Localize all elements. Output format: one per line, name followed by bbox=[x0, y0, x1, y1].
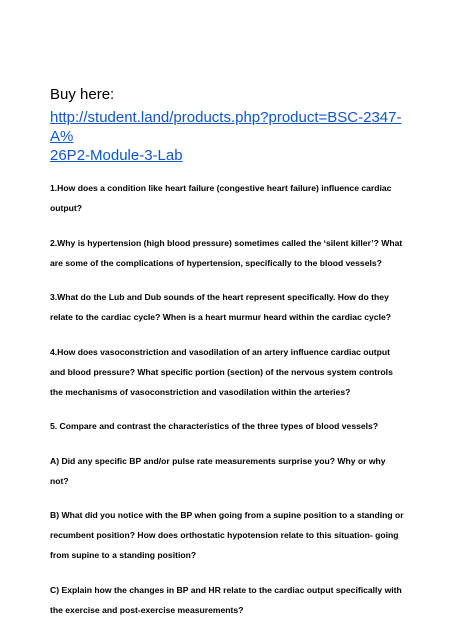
question-b: B) What did you notice with the BP when going from a supine position to a standing or recumbent position? How does orthostatic hypotension relate to this situation- going from supine to a standing position? bbox=[50, 510, 404, 560]
question-a: A) Did any specific BP and/or pulse rate measurements surprise you? Why or why not? bbox=[50, 455, 386, 486]
question-3: 3.What do the Lub and Dub sounds of the heart represent specifically. How do they relate to the cardiac cycle? When is a heart murmur heard within the cardiac cycle? bbox=[50, 292, 392, 322]
product-link-line-2: 26P2-Module-3-Lab bbox=[50, 147, 183, 164]
product-link-line-1: http://student.land/products.php?product=BSC-2347-A% bbox=[50, 109, 402, 145]
question-4: 4.How does vasoconstriction and vasodilation of an artery influence cardiac output and blood pressure? What specific portion (section) of the nervous system controls the mechanisms of vasoconstriction and vasodilation within the arteries? bbox=[50, 346, 393, 397]
question-c: C) Explain how the changes in BP and HR relate to the cardiac output specifically with the exercise and post-exercise measurements? bbox=[50, 584, 402, 615]
question-5: 5. Compare and contrast the characteristics of the three types of blood vessels? bbox=[50, 421, 379, 431]
question-2: 2.Why is hypertension (high blood pressure) sometimes called the ‘silent killer’? What are some of the complications of hypertension, specifically to the blood vessels? bbox=[50, 237, 403, 268]
buy-here-heading: Buy here: bbox=[50, 86, 115, 103]
document-content bbox=[50, 86, 405, 634]
question-1: 1.How does a condition like heart failure (congestive heart failure) influence cardiac output? bbox=[50, 183, 392, 213]
product-link[interactable] bbox=[50, 108, 405, 165]
